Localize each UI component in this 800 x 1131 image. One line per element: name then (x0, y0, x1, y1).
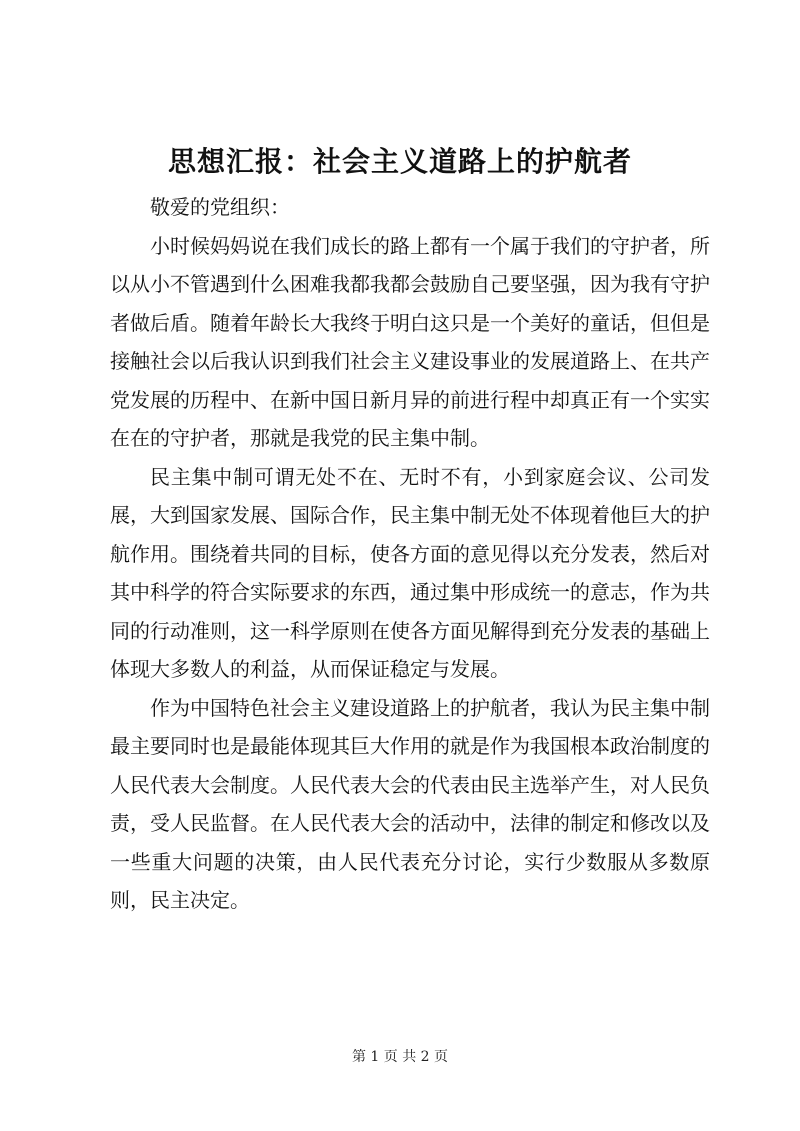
salutation: 敬爱的党组织： (150, 195, 290, 219)
page-footer: 第 1 页 共 2 页 (351, 1049, 449, 1065)
document-title: 思想汇报：社会主义道路上的护航者 (167, 145, 632, 178)
paragraph-3: 作为中国特色社会主义建设道路上的护航者，我认为民主集中制最主要同时也是最能体现其巨大作用的就是作为我国根本政治制度的人民代表大会制度。人民代表大会的代表由民主选举产生，对人民负责，受人民监督。在人民代表大会的活动中，法律的制定和修改以及一些重大问题的决策，由人民代表充分讨论，实行少数服从多数原则，民主决定。 (110, 695, 710, 912)
paragraph-2: 民主集中制可谓无处不在、无时不有，小到家庭会议、公司发展，大到国家发展、国际合作，民主集中制无处不体现着他巨大的护航作用。围绕着共同的目标，使各方面的意见得以充分发表，然后对其中科学的符合实际要求的东西，通过集中形成统一的意志，作为共同的行动准则，这一科学原则在使各方面见解得到充分发表的基础上体现大多数人的利益，从而保证稳定与发展。 (110, 464, 710, 681)
paragraph-1: 小时候妈妈说在我们成长的路上都有一个属于我们的守护者，所以从小不管遇到什么困难我都我都会鼓励自己要坚强，因为我有守护者做后盾。随着年龄长大我终于明白这只是一个美好的童话，但但是接触社会以后我认识到我们社会主义建设事业的发展道路上、在共产党发展的历程中、在新中国日新月异的前进行程中却真正有一个实实在在的守护者，那就是我党的民主集中制。 (110, 233, 710, 450)
document-body (110, 188, 710, 920)
